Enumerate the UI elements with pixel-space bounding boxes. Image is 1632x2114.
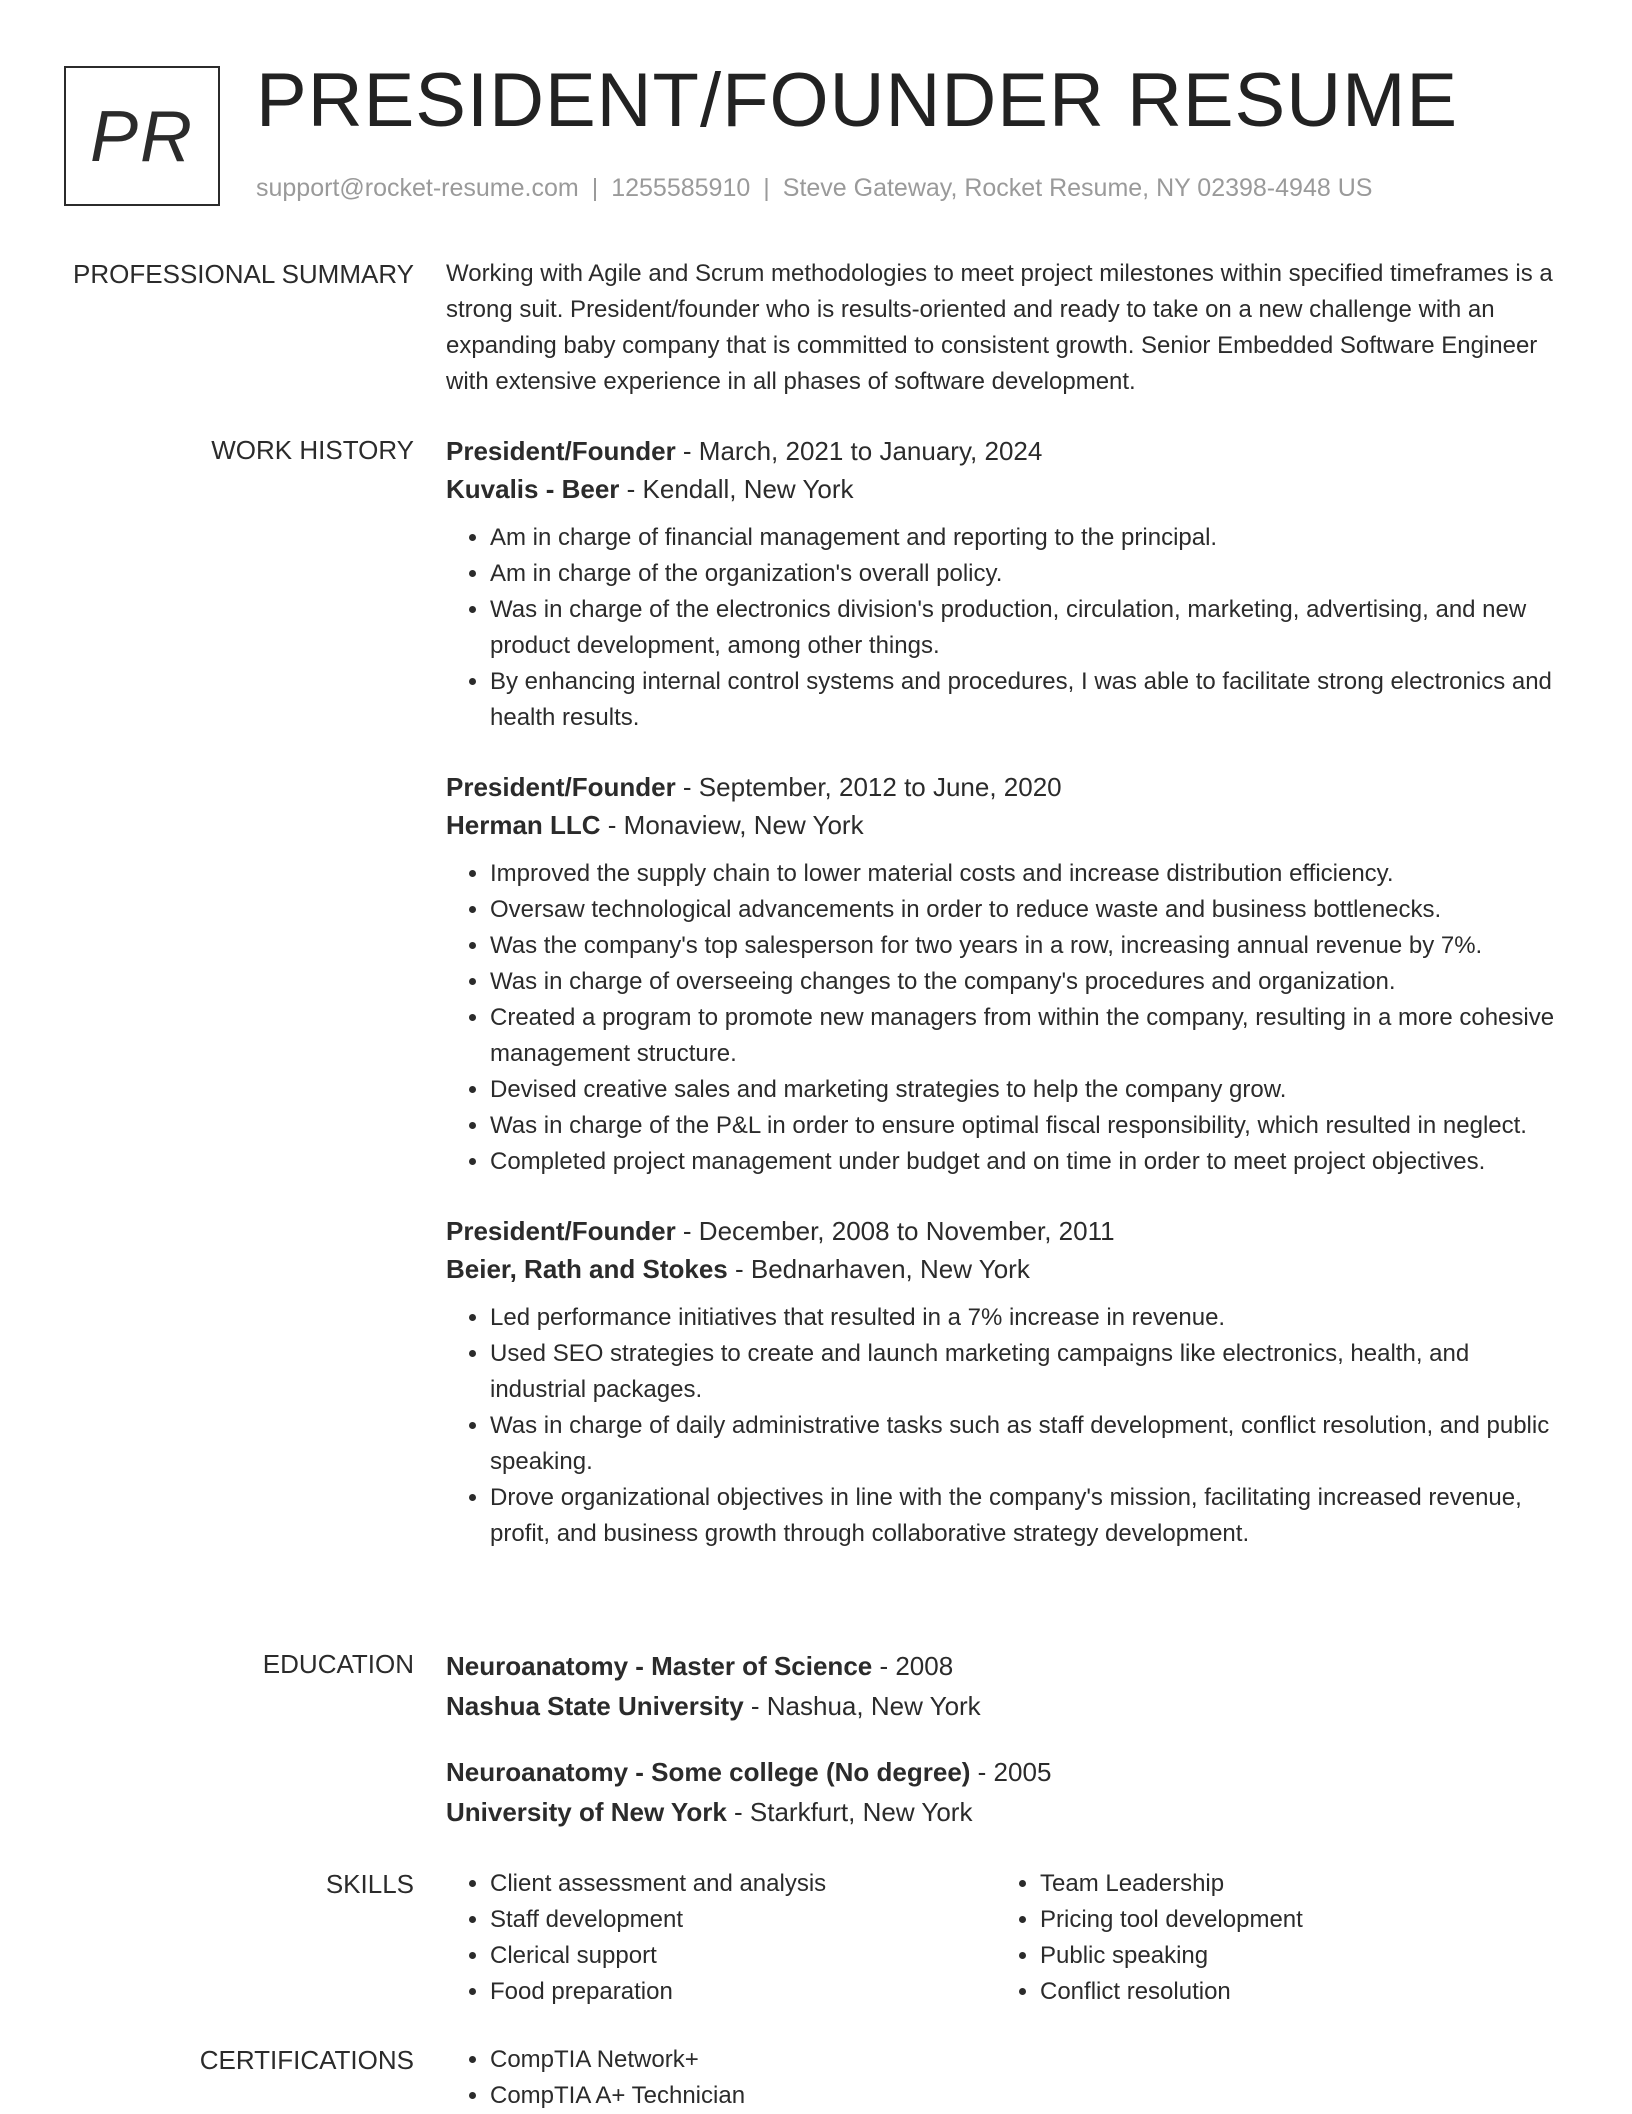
certifications-list — [446, 2042, 1570, 2114]
summary-body — [446, 256, 1570, 400]
education-degree-line — [446, 1752, 1570, 1792]
job-dates: - December, 2008 to November, 2011 — [675, 1216, 1115, 1246]
job-bullet: • Was in charge of overseeing changes to the company's procedures and organization. — [490, 964, 1570, 1000]
job-bullet: • Completed project management under budget and on time in order to meet project objectives. — [490, 1144, 1570, 1180]
job-location: - Monaview, New York — [600, 810, 864, 840]
contact-email[interactable]: support@rocket-resume.com — [256, 174, 579, 202]
initials-monogram — [64, 66, 220, 206]
job-bullets — [446, 856, 1570, 1180]
education-entry — [446, 1646, 1570, 1726]
skill-item: • Team Leadership — [1040, 1866, 1546, 1902]
skills-column-left — [446, 1866, 996, 2010]
page-title: PRESIDENT/FOUNDER RESUME — [256, 58, 1459, 143]
skill-item: • Staff development — [490, 1902, 996, 1938]
skills-column-right — [996, 1866, 1546, 2010]
skills-grid — [446, 1866, 1570, 2010]
contact-separator: | — [591, 174, 599, 202]
job-bullet: • Was the company's top salesperson for two years in a row, increasing annual revenue by 7%. — [490, 928, 1570, 964]
job-company-line — [446, 470, 1570, 508]
education-year: - 2005 — [970, 1757, 1052, 1787]
job-bullet: • Led performance initiatives that resulted in a 7% increase in revenue. — [490, 1300, 1570, 1336]
job-dates: - September, 2012 to June, 2020 — [675, 772, 1062, 802]
job-bullet: • Used SEO strategies to create and launch marketing campaigns like electronics, health, and industrial packages. — [490, 1336, 1570, 1408]
job-bullet: • Created a program to promote new managers from within the company, resulting in a more cohesive management structure. — [490, 1000, 1570, 1072]
work-history-body — [446, 432, 1570, 1570]
section-label-education: EDUCATION — [262, 1649, 414, 1679]
skill-item: • Public speaking — [1040, 1938, 1546, 1974]
contact-separator: | — [763, 174, 770, 202]
job-title: President/Founder — [446, 772, 676, 802]
certifications-body — [446, 2042, 1570, 2114]
job-bullet: • Oversaw technological advancements in order to reduce waste and business bottlenecks. — [490, 892, 1570, 928]
job-company: Beier, Rath and Stokes — [446, 1254, 728, 1284]
job-bullet: • Am in charge of the organization's overall policy. — [490, 556, 1570, 592]
job-title-line — [446, 768, 1570, 806]
job-bullet: • Am in charge of financial management and reporting to the principal. — [490, 520, 1570, 556]
job-entry — [446, 1212, 1570, 1552]
section-label-certifications: CERTIFICATIONS — [199, 2045, 414, 2075]
education-location: - Starkfurt, New York — [726, 1797, 973, 1827]
job-title: President/Founder — [446, 436, 676, 466]
certification-item: • CompTIA A+ Technician — [490, 2078, 1570, 2114]
job-entry — [446, 432, 1570, 736]
section-label-summary: PROFESSIONAL SUMMARY — [73, 259, 414, 289]
education-year: - 2008 — [872, 1651, 954, 1681]
job-location: - Kendall, New York — [619, 474, 854, 504]
initials-text: PR — [89, 97, 195, 177]
job-bullet: • Drove organizational objectives in line with the company's mission, facilitating increased revenue, profit, and business growth through collaborative strategy development. — [490, 1480, 1570, 1552]
skill-item: • Food preparation — [490, 1974, 996, 2010]
job-bullet: • By enhancing internal control systems and procedures, I was able to facilitate strong electronics and health results. — [490, 664, 1570, 736]
summary-text: Working with Agile and Scrum methodologies to meet project milestones within specified timeframes is a strong suit. President/founder who is results-oriented and ready to take on a new challenge with an expanding baby company that is committed to consistent growth. Senior Embedded Software Engineer with extensive experience in all phases of software development. — [446, 260, 1553, 395]
job-location: - Bednarhaven, New York — [727, 1254, 1030, 1284]
education-school: University of New York — [446, 1797, 727, 1827]
education-entry — [446, 1752, 1570, 1832]
contact-address: Steve Gateway, Rocket Resume, NY 02398-4948 US — [782, 174, 1373, 202]
contact-line — [256, 174, 1372, 203]
skill-item: • Client assessment and analysis — [490, 1866, 996, 1902]
education-school-line — [446, 1686, 1570, 1726]
education-degree-line — [446, 1646, 1570, 1686]
job-company: Herman LLC — [446, 810, 601, 840]
job-dates: - March, 2021 to January, 2024 — [675, 436, 1043, 466]
education-school: Nashua State University — [446, 1691, 744, 1721]
job-title-line — [446, 432, 1570, 470]
job-company-line — [446, 1250, 1570, 1288]
job-bullet: • Was in charge of daily administrative tasks such as staff development, conflict resolution, and public speaking. — [490, 1408, 1570, 1480]
job-bullet: • Devised creative sales and marketing strategies to help the company grow. — [490, 1072, 1570, 1108]
job-title: President/Founder — [446, 1216, 676, 1246]
skill-item: • Clerical support — [490, 1938, 996, 1974]
section-label-skills: SKILLS — [325, 1869, 414, 1899]
education-school-line — [446, 1792, 1570, 1832]
job-company-line — [446, 806, 1570, 844]
contact-phone[interactable]: 1255585910 — [611, 174, 751, 202]
job-bullet: • Was in charge of the electronics division's production, circulation, marketing, advertising, and new product development, among other things. — [490, 592, 1570, 664]
education-body — [446, 1646, 1570, 1858]
education-degree: Neuroanatomy - Master of Science — [446, 1651, 873, 1681]
job-bullet: • Was in charge of the P&L in order to ensure optimal fiscal responsibility, which resulted in neglect. — [490, 1108, 1570, 1144]
job-title-line — [446, 1212, 1570, 1250]
education-location: - Nashua, New York — [743, 1691, 981, 1721]
job-bullet: • Improved the supply chain to lower material costs and increase distribution efficiency. — [490, 856, 1570, 892]
job-bullets — [446, 1300, 1570, 1552]
skills-body — [446, 1866, 1570, 2010]
job-bullets — [446, 520, 1570, 736]
certification-item: • CompTIA Network+ — [490, 2042, 1570, 2078]
education-degree: Neuroanatomy - Some college (No degree) — [446, 1757, 971, 1787]
skill-item: • Pricing tool development — [1040, 1902, 1546, 1938]
job-company: Kuvalis - Beer — [446, 474, 620, 504]
job-entry — [446, 768, 1570, 1180]
skill-item: • Conflict resolution — [1040, 1974, 1546, 2010]
section-label-work-history: WORK HISTORY — [211, 435, 414, 465]
